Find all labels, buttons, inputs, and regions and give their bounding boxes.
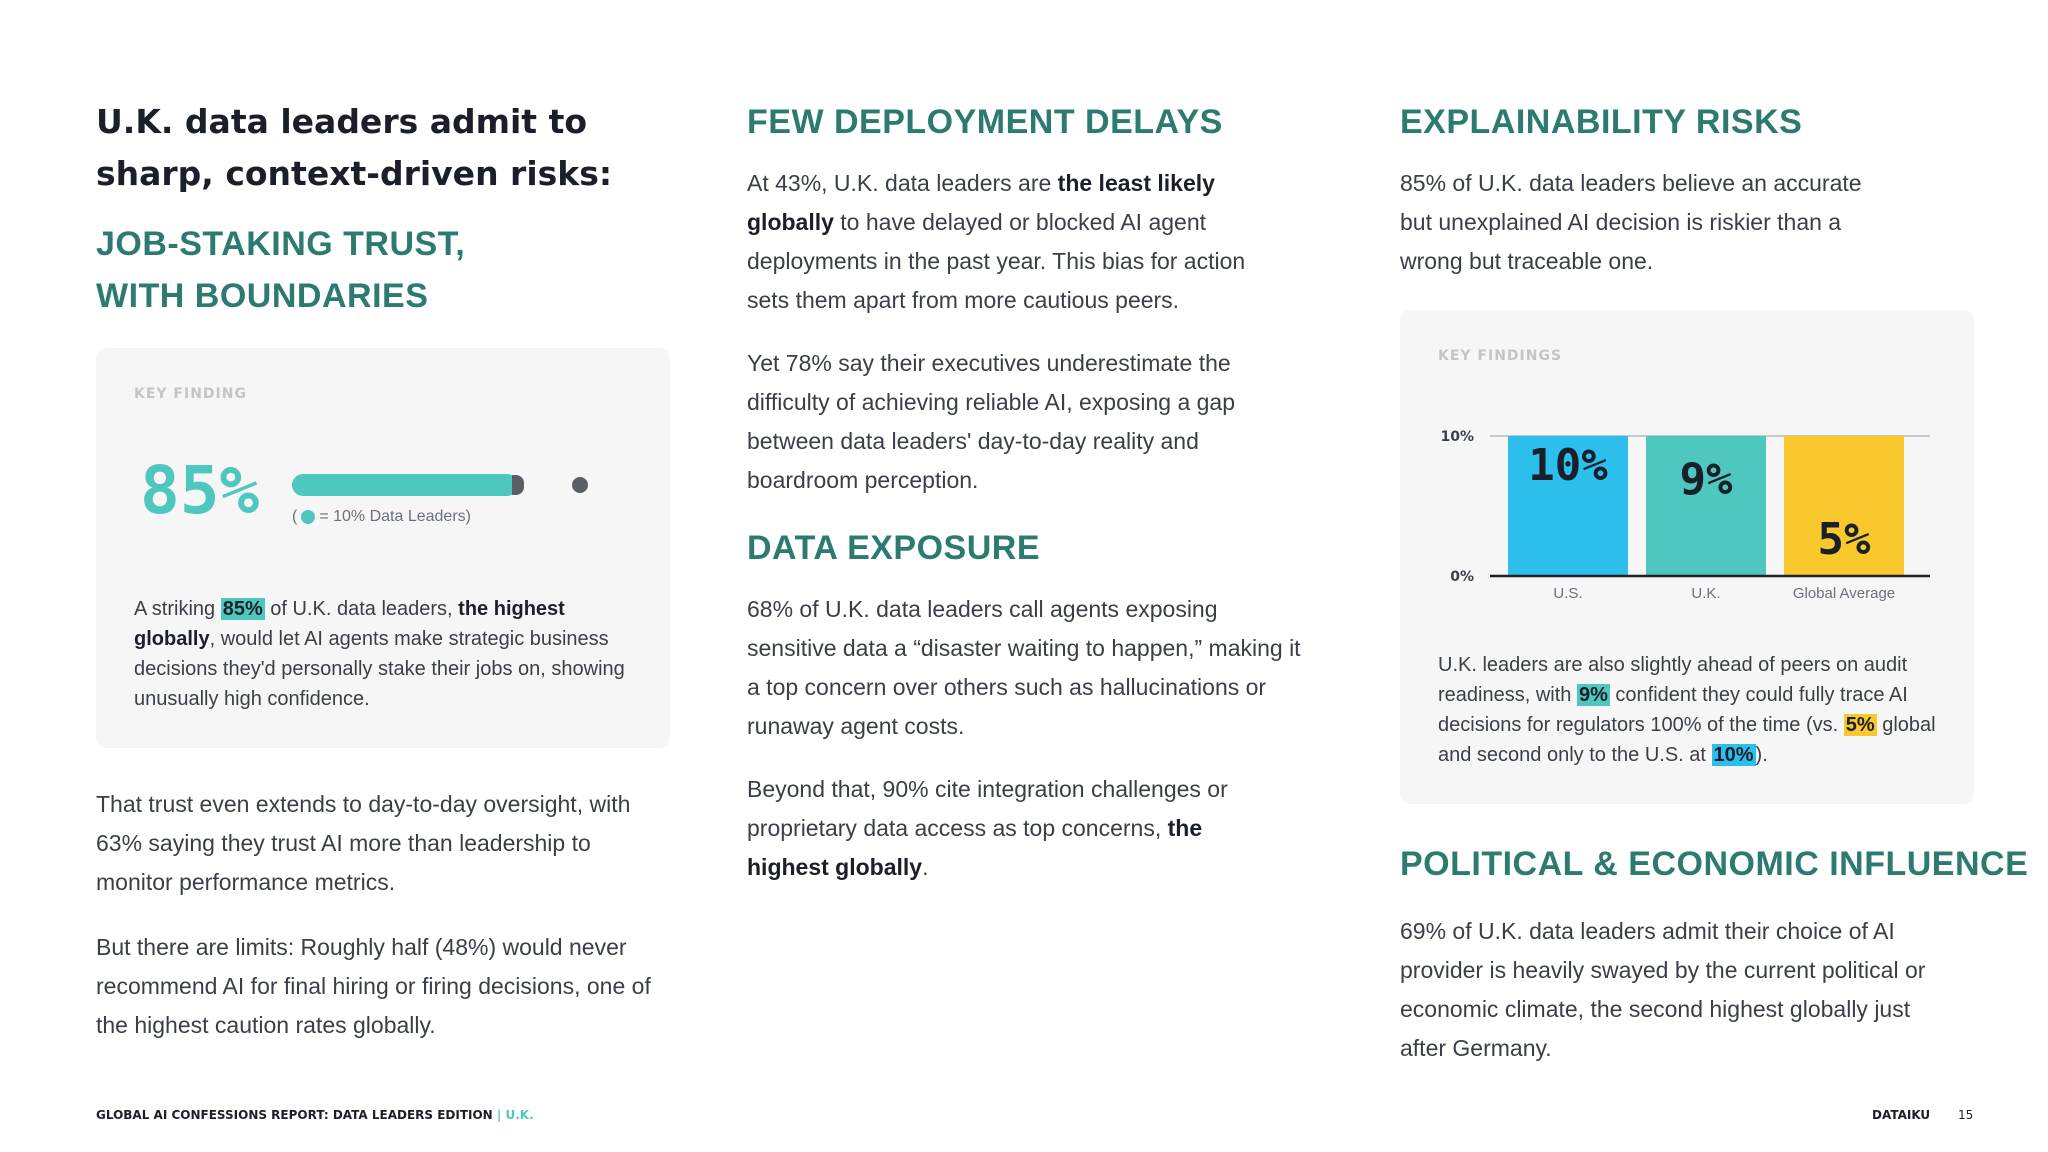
- headline-line-2: sharp, context-driven risks:: [96, 154, 613, 193]
- x-category-label: U.K.: [1691, 585, 1721, 602]
- section-title-political-economic: POLITICAL & ECONOMIC INFLUENCE: [1400, 845, 2029, 883]
- executives-paragraph: Yet 78% say their executives underestimate the difficulty of achieving reliable AI, exposing a gap between data leaders' day-to-day reality and boardroom perception.: [747, 350, 1235, 493]
- key-findings-label: KEY FINDINGS: [1438, 348, 1563, 364]
- text-part: At 43%, U.K. data leaders are: [747, 170, 1058, 196]
- highlight-5: 5%: [1845, 714, 1875, 736]
- bold-highest-globally: the highest globally: [747, 815, 1203, 880]
- text-part: ).: [1755, 744, 1768, 766]
- key-finding-text: [134, 594, 644, 714]
- text-part: to have delayed or blocked AI agent deployments in the past year. This bias for action sets them apart from more cautious peers.: [747, 209, 1246, 313]
- key-finding-label: KEY FINDING: [134, 386, 247, 402]
- text-part: A striking: [134, 598, 221, 620]
- x-category-label: U.S.: [1553, 585, 1583, 602]
- progress-bar-cap: [512, 475, 524, 495]
- big-stat-85: 85%: [140, 452, 260, 529]
- footer-report-title: [96, 1108, 534, 1122]
- footer-report-name: GLOBAL AI CONFESSIONS REPORT: DATA LEADERS EDITION: [96, 1108, 493, 1122]
- integration-paragraph: [747, 770, 1267, 887]
- highlight-9: 9%: [1578, 684, 1608, 706]
- footer-separator: |: [492, 1108, 506, 1122]
- footer-region: U.K.: [505, 1108, 534, 1122]
- x-category-label: Global Average: [1792, 585, 1896, 602]
- y-tick-label: 10%: [1440, 429, 1474, 445]
- text-part: of U.K. data leaders,: [264, 598, 459, 620]
- highlight-85: 85%: [222, 598, 263, 620]
- column-middle: [747, 96, 1327, 887]
- progress-bar-fill: [292, 474, 518, 496]
- page-number: 15: [1958, 1108, 1974, 1122]
- section-title-data-exposure: DATA EXPOSURE: [747, 529, 1041, 567]
- text-part: Beyond that, 90% cite integration challenges or proprietary data access as top concerns,: [747, 776, 1228, 841]
- bold-least-likely: the least likely globally: [747, 170, 1215, 235]
- legend-text: = 10% Data Leaders): [319, 508, 471, 525]
- trust-oversight-paragraph: That trust even extends to day-to-day oversight, with 63% saying they trust AI more than leadership to monitor performance metrics.: [96, 791, 631, 895]
- highlight-10: 10%: [1713, 744, 1754, 766]
- y-tick-label: 0%: [1450, 569, 1474, 585]
- section-title-line-2: WITH BOUNDARIES: [96, 277, 429, 315]
- text-part: U.K. leaders are also slightly ahead of peers on audit readiness, with: [1438, 654, 1908, 706]
- column-left: [96, 96, 676, 322]
- text-part: confident they could fully trace AI decisions for regulators 100% of the time (vs.: [1438, 684, 1908, 736]
- section-title-job-staking-trust: [96, 218, 676, 322]
- progress-end-dot: [572, 477, 588, 493]
- section-title-deployment-delays: FEW DEPLOYMENT DELAYS: [747, 103, 1223, 141]
- political-paragraph: 69% of U.K. data leaders admit their choice of AI provider is heavily swayed by the current political or economic climate, the second highest globally just after Germany.: [1400, 918, 1926, 1061]
- deployment-delays-paragraph: [747, 164, 1287, 320]
- bold-highest-globally: the highest globally: [134, 598, 565, 650]
- progress-bar: [292, 474, 588, 496]
- explainability-paragraph: 85% of U.K. data leaders believe an accurate but unexplained AI decision is riskier than a wrong but traceable one.: [1400, 170, 1862, 274]
- audit-readiness-text: [1438, 650, 1938, 770]
- text-part: , would let AI agents make strategic business decisions they'd personally stake their jobs on, showing unusually high confidence.: [134, 628, 625, 710]
- footer-brand: DATAIKU: [1872, 1108, 1931, 1122]
- text-part: global and second only to the U.S. at: [1438, 714, 1936, 766]
- audit-readiness-bar-chart: [1420, 410, 1940, 620]
- text-part: .: [922, 854, 929, 880]
- key-findings-card: [1400, 310, 1974, 804]
- legend: [292, 508, 471, 526]
- page-headline: [96, 96, 676, 200]
- headline-line-1: U.K. data leaders admit to: [96, 102, 588, 141]
- limits-paragraph: But there are limits: Roughly half (48%) would never recommend AI for final hiring or firing decisions, one of the highest caution rates globally.: [96, 934, 651, 1038]
- legend-dot-icon: [301, 510, 315, 524]
- key-finding-card: [96, 348, 670, 748]
- bar-value-label: 10%: [1528, 440, 1608, 491]
- data-exposure-paragraph: 68% of U.K. data leaders call agents exposing sensitive data a “disaster waiting to happen,” making it a top concern over others such as hallucinations or runaway agent costs.: [747, 596, 1301, 739]
- legend-open: (: [292, 508, 298, 525]
- section-title-explainability-risks: EXPLAINABILITY RISKS: [1400, 103, 1803, 141]
- bar-value-label: 5%: [1817, 514, 1871, 565]
- column-right: [1400, 96, 1980, 281]
- section-title-line-1: JOB-STAKING TRUST,: [96, 225, 466, 263]
- bar-value-label: 9%: [1679, 454, 1733, 505]
